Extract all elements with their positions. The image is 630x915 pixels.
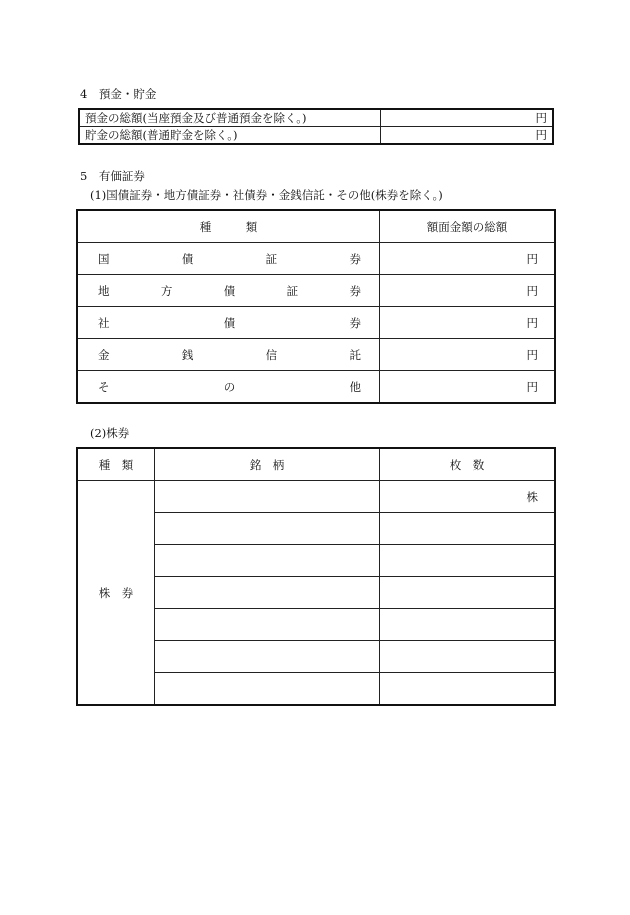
stock-name-cell[interactable] (155, 577, 380, 609)
row-kind (77, 307, 380, 339)
section4-heading: 4 預金・貯金 (80, 87, 157, 101)
savings-label: 貯金の総額(普通貯金を除く。) (79, 127, 381, 145)
kind-char: 託 (349, 347, 361, 362)
section5-heading: 5 有価証券 (80, 169, 145, 183)
table-row (77, 275, 555, 307)
stock-count-cell[interactable] (380, 673, 556, 706)
stock-name-cell[interactable] (155, 673, 380, 706)
stock-count-cell[interactable] (380, 513, 556, 545)
stock-name-cell[interactable] (155, 513, 380, 545)
header-count: 枚 数 (380, 448, 556, 481)
stock-count-cell[interactable]: 株 (380, 481, 556, 513)
stock-name-cell[interactable] (155, 481, 380, 513)
stock-count-cell[interactable] (380, 577, 556, 609)
table-row (79, 127, 553, 145)
header-name: 銘 柄 (155, 448, 380, 481)
row-kind (77, 243, 380, 275)
kind-char: 方 (160, 283, 173, 298)
amount-value[interactable]: 円 (380, 339, 556, 371)
kind-char: 債 (181, 251, 194, 266)
deposit-value[interactable]: 円 (381, 109, 554, 127)
stock-name-cell[interactable] (155, 545, 380, 577)
kind-char: 証 (265, 251, 278, 266)
kind-char: 債 (223, 315, 236, 330)
row-kind (77, 339, 380, 371)
kind-char: 地 (98, 283, 110, 298)
table-header-row (77, 210, 555, 243)
stock-count-cell[interactable] (380, 641, 556, 673)
kind-char: 券 (349, 251, 361, 266)
header-kind: 種 類 (77, 448, 155, 481)
row-kind (77, 275, 380, 307)
table-row (77, 243, 555, 275)
amount-value[interactable]: 円 (380, 371, 556, 404)
table-row (77, 307, 555, 339)
kind-char: 金 (98, 347, 110, 362)
amount-value[interactable]: 円 (380, 275, 556, 307)
row-kind (77, 371, 380, 404)
kind-char: 証 (286, 283, 299, 298)
kind-char: 券 (349, 283, 361, 298)
stock-name-cell[interactable] (155, 609, 380, 641)
table-header-row (77, 448, 555, 481)
amount-value[interactable]: 円 (380, 243, 556, 275)
kind-char: 他 (349, 379, 361, 394)
section5-sub2: (2)株券 (90, 426, 130, 440)
header-amount: 額面金額の総額 (380, 210, 556, 243)
table-row (77, 481, 555, 513)
section5-sub1: (1)国債証券・地方債証券・社債券・金銭信託・その他(株券を除く。) (90, 188, 443, 202)
table-row (79, 109, 553, 127)
table-row (77, 339, 555, 371)
securities-table (76, 209, 556, 404)
deposit-label: 預金の総額(当座預金及び普通預金を除く。) (79, 109, 381, 127)
kind-char: 券 (349, 315, 361, 330)
amount-value[interactable]: 円 (380, 307, 556, 339)
kind-char: 国 (98, 251, 110, 266)
stock-table (76, 447, 556, 706)
stock-count-cell[interactable] (380, 545, 556, 577)
kind-char: 債 (223, 283, 236, 298)
kind-char: そ (98, 379, 110, 394)
stock-name-cell[interactable] (155, 641, 380, 673)
stock-count-cell[interactable] (380, 609, 556, 641)
kind-char: の (223, 379, 236, 394)
kind-char: 信 (265, 347, 278, 362)
kind-char: 銭 (181, 347, 194, 362)
savings-value[interactable]: 円 (381, 127, 554, 145)
kind-char: 社 (98, 315, 110, 330)
deposit-table (78, 108, 554, 145)
header-kind: 種 類 (77, 210, 380, 243)
stock-kind-label: 株 券 (77, 481, 155, 706)
table-row (77, 371, 555, 404)
